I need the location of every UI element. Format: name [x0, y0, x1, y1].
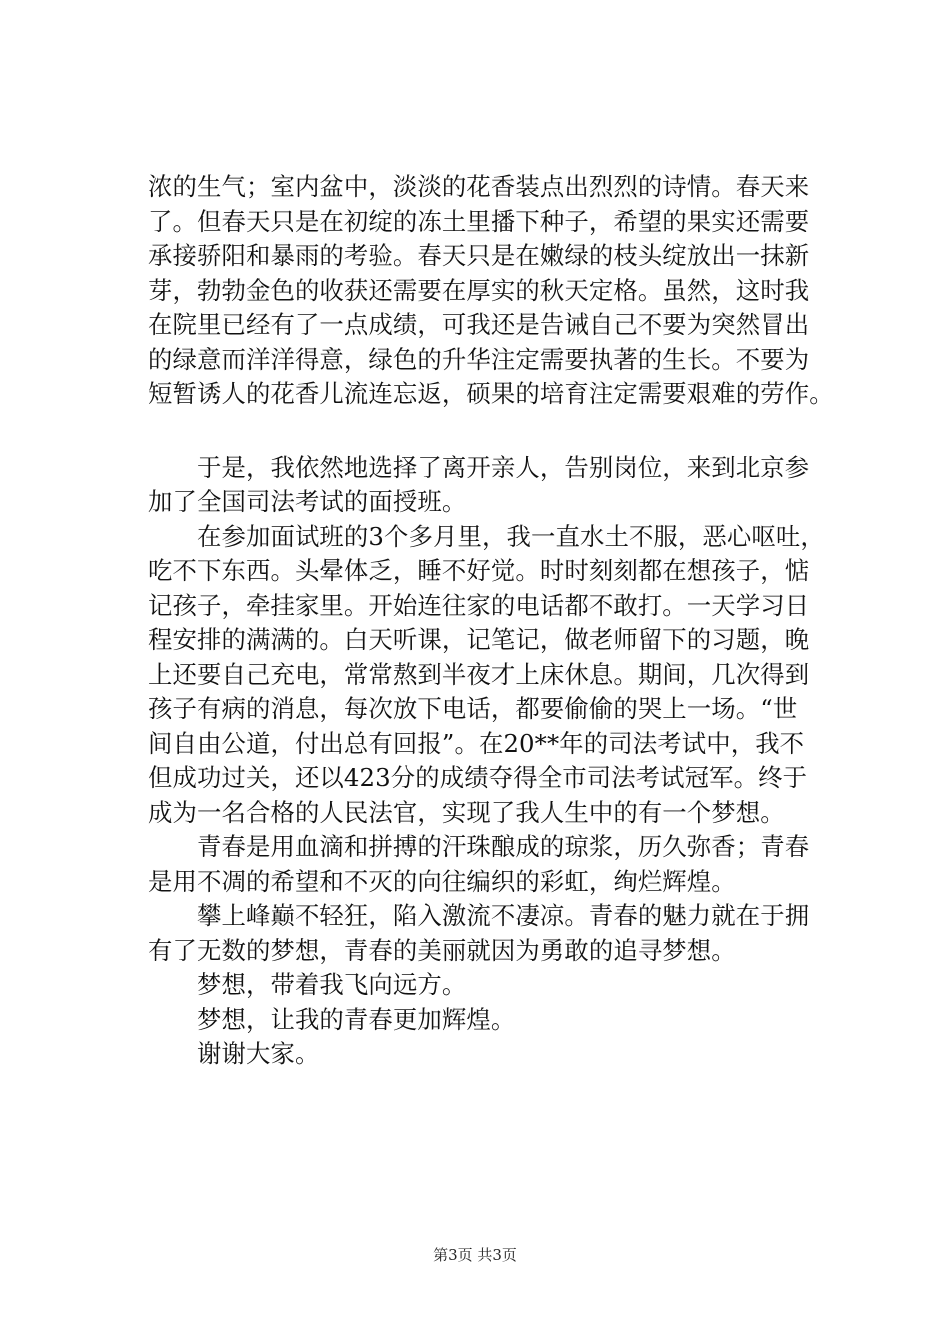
text-line: 加了全国司法考试的面授班。 — [148, 487, 467, 516]
text-line: 短暂诱人的花香儿流连忘返，硕果的培育注定需要艰难的劳作。 — [148, 379, 834, 408]
text-line: 程安排的满满的。白天听课，记笔记，做老师留下的习题，晚 — [148, 625, 810, 654]
paragraph-spacer — [148, 412, 858, 451]
text-line: 但成功过关，还以423分的成绩夺得全市司法考试冠军。终于 — [148, 763, 808, 792]
text-line: 了。但春天只是在初绽的冻土里播下种子，希望的果实还需要 — [148, 206, 810, 236]
paragraph — [148, 170, 858, 412]
text-line: 浓的生气；室内盆中，淡淡的花香装点出烈烈的诗情。春天来 — [148, 172, 810, 201]
text-line: 芽，勃勃金色的收获还需要在厚实的秋天定格。虽然，这时我 — [148, 275, 810, 305]
text-line: 梦想，带着我飞向远方。 — [148, 970, 467, 999]
paragraph — [148, 968, 858, 1003]
paragraph — [148, 899, 858, 968]
text-line: 攀上峰巅不轻狂，陷入激流不凄凉。青春的魅力就在于拥 — [148, 901, 810, 930]
paragraph — [148, 830, 858, 899]
text-line: 吃不下东西。头晕体乏，睡不好觉。时时刻刻都在想孩子，惦 — [148, 556, 810, 585]
text-line: 梦想，让我的青春更加辉煌。 — [148, 1004, 516, 1034]
text-line: 记孩子，牵挂家里。开始连往家的电话都不敢打。一天学习日 — [148, 590, 810, 620]
page-number-footer: 第3页 共3页 — [433, 1246, 517, 1264]
text-line: 于是，我依然地选择了离开亲人，告别岗位，来到北京参 — [148, 452, 810, 482]
paragraph — [148, 1037, 858, 1072]
text-line: 是用不凋的希望和不灭的向往编织的彩虹，绚烂辉煌。 — [148, 866, 736, 896]
paragraph — [148, 1003, 858, 1038]
text-line: 谢谢大家。 — [148, 1039, 320, 1068]
text-line: 在参加面试班的3个多月里，我一直水土不服，恶心呕吐， — [148, 521, 825, 551]
text-line: 间自由公道，付出总有回报”。在20**年的司法考试中，我不 — [148, 728, 805, 758]
text-line: 青春是用血滴和拼搏的汗珠酿成的琼浆，历久弥香；青春 — [148, 832, 810, 861]
text-line: 有了无数的梦想，青春的美丽就因为勇敢的追寻梦想。 — [148, 935, 736, 965]
text-line: 上还要自己充电，常常熬到半夜才上床休息。期间，几次得到 — [148, 659, 810, 689]
text-line: 的绿意而洋洋得意，绿色的升华注定需要执著的生长。不要为 — [148, 344, 810, 374]
paragraph — [148, 451, 858, 520]
text-line: 孩子有病的消息，每次放下电话，都要偷偷的哭上一场。“世 — [148, 694, 798, 723]
text-line: 在院里已经有了一点成绩，可我还是告诫自己不要为突然冒出 — [148, 310, 810, 339]
paragraph — [148, 520, 858, 831]
document-body — [148, 170, 858, 1072]
text-line: 成为一名合格的人民法官，实现了我人生中的有一个梦想。 — [148, 797, 785, 827]
text-line: 承接骄阳和暴雨的考验。春天只是在嫩绿的枝头绽放出一抹新 — [148, 241, 810, 270]
